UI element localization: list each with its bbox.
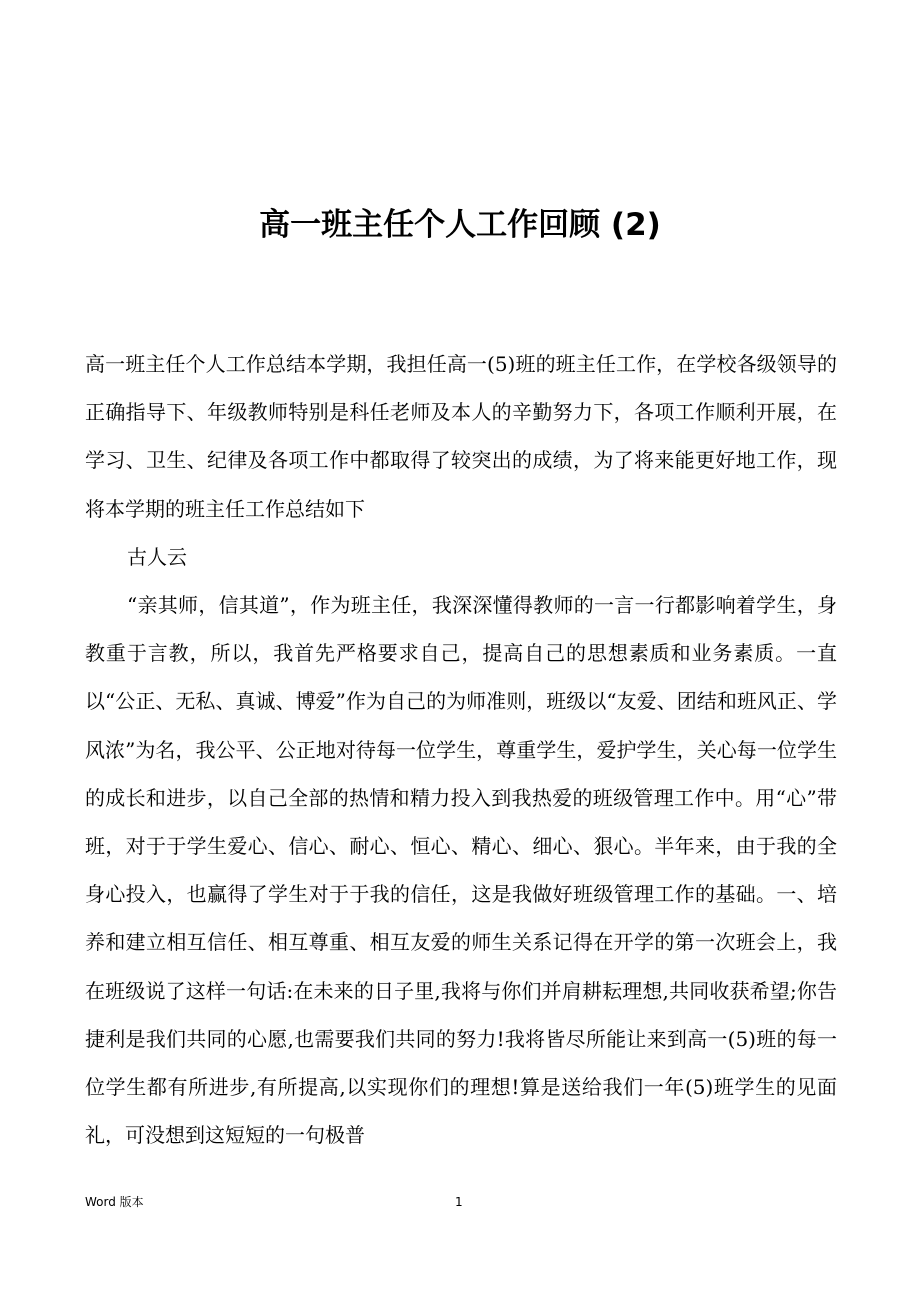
page-number: 1 (455, 1195, 463, 1209)
main-paragraph: “亲其师，信其道”，作为班主任，我深深懂得教师的一言一行都影响着学生，身教重于言教，所以，我首先严格要求自己，提高自己的思想素质和业务素质。一直以“公正、无私、真诚、博爱”作为自己的为师准则，班级以“友爱、团结和班风正、学风浓”为名，我公平、公正地对待每一位学生，尊重学生，爱护学生，关心每一位学生的成长和进步，以自己全部的热情和精力投入到我热爱的班级管理工作中。用“心”带班，对于于学生爱心、信心、耐心、恒心、精心、细心、狠心。半年来，由于我的全身心投入，也赢得了学生对于于我的信任，这是我做好班级管理工作的基础。一、培养和建立相互信任、相互尊重、相互友爱的师生关系记得在开学的第一次班会上，我在班级说了这样一句话:在未来的日子里,我将与你们并肩耕耘理想,共同收获希望;你告捷利是我们共同的心愿,也需要我们共同的努力!我将皆尽所能让来到高一(5)班的每一位学生都有所进步,有所提高,以实现你们的理想!算是送给我们一年(5)班学生的见面礼，可没想到这短短的一句极普 (85, 593, 837, 1148)
quote-intro-paragraph: 古人云 (127, 544, 187, 569)
document-body (85, 340, 837, 1159)
footer-label: Word 版本 (85, 1195, 144, 1209)
intro-paragraph: 高一班主任个人工作总结本学期，我担任高一(5)班的班主任工作，在学校各级领导的正确指导下、年级教师特别是科任老师及本人的辛勤努力下，各项工作顺利开展，在学习、卫生、纪律及各项工作中都取得了较突出的成绩，为了将来能更好地工作，现将本学期的班主任工作总结如下 (85, 352, 837, 521)
document-title: 高一班主任个人工作回顾 (2) (259, 207, 661, 243)
